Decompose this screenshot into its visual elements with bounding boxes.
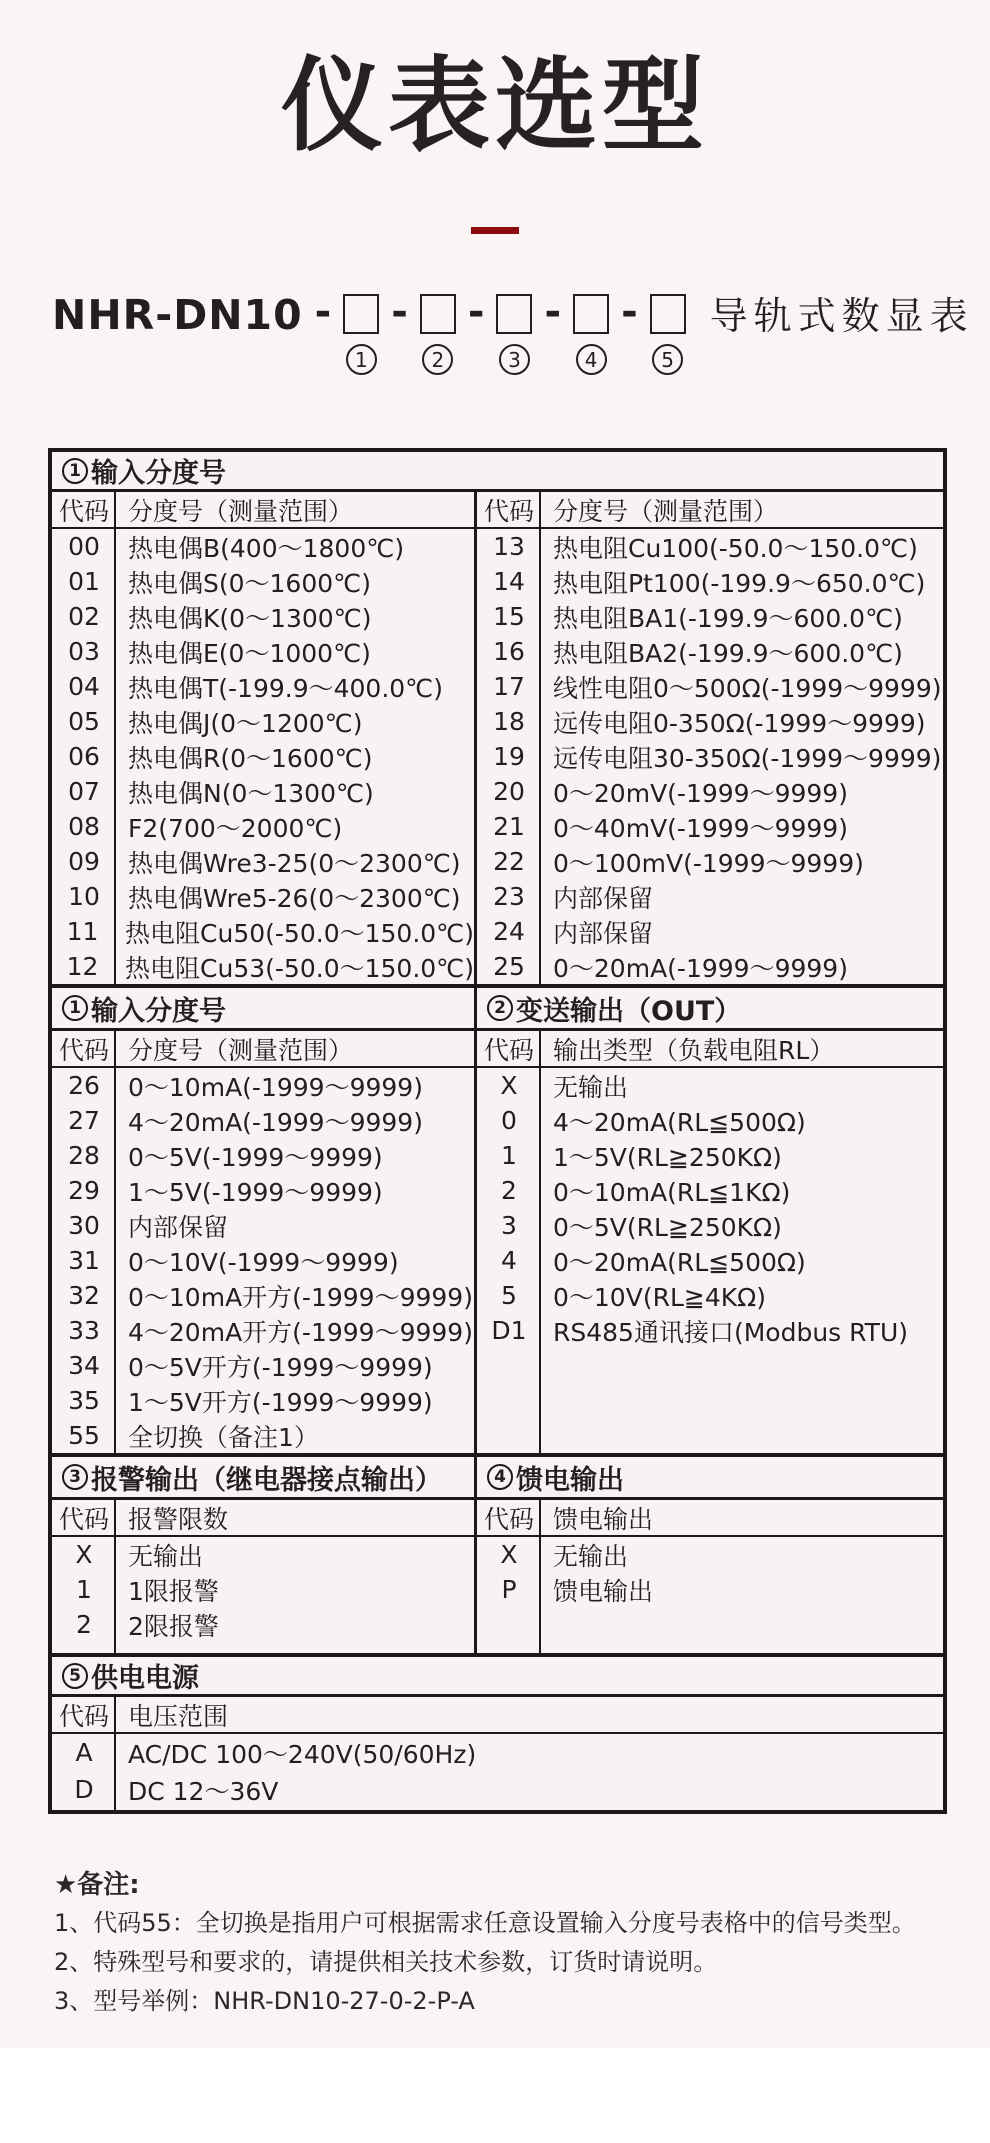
code-cell: 12 [66, 952, 99, 981]
table-row [477, 669, 943, 704]
desc-cell: 热电偶E(0～1000℃) [128, 638, 371, 668]
code-cell: 4 [501, 1246, 517, 1275]
code-cell: 24 [493, 917, 525, 946]
desc-cell: 热电阻BA1(-199.9～600.0℃) [553, 603, 903, 633]
code-cell: 09 [68, 847, 100, 876]
desc-cell: RS485通讯接口(Modbus RTU) [553, 1317, 909, 1347]
section-power-supply [52, 1653, 943, 1810]
column-header-row [52, 1697, 943, 1734]
table-row [52, 1771, 943, 1808]
note-item-2: 2、特殊型号和要求的，请提供相关技术参数，订货时请说明。 [54, 1948, 718, 1976]
table-row [477, 704, 943, 739]
desc-cell: 0～10mA(-1999～9999) [128, 1072, 423, 1102]
desc-cell: 热电偶K(0～1300℃) [128, 603, 372, 633]
code-cell: 18 [493, 707, 525, 736]
desc-cell: 热电偶R(0～1600℃) [128, 743, 373, 773]
table-row [52, 1313, 474, 1348]
code-cell: 26 [68, 1071, 100, 1100]
model-prefix: NHR-DN10 [52, 291, 303, 340]
accent-dash [471, 227, 519, 234]
desc-cell: 全切换（备注1） [128, 1422, 319, 1452]
table-row [52, 1383, 474, 1418]
desc-cell: 0～20mA(-1999～9999) [553, 953, 848, 983]
desc-cell: 0～100mV(-1999～9999) [553, 848, 864, 878]
dash-separator: - [544, 289, 562, 336]
code-cell: 07 [68, 777, 100, 806]
table-row [477, 949, 943, 984]
table-row [477, 634, 943, 669]
model-box-2 [420, 294, 456, 334]
table-row [52, 1208, 474, 1243]
code-cell: A [75, 1738, 93, 1767]
code-cell: 17 [493, 672, 525, 701]
table-half-right [477, 492, 943, 984]
table-row [477, 879, 943, 914]
desc-cell: 0～20mA(RL≦500Ω) [553, 1247, 806, 1277]
table-row [52, 879, 474, 914]
section-title: 供电电源 [91, 1663, 199, 1694]
desc-cell: 0～5V(-1999～9999) [128, 1142, 383, 1172]
code-cell: D [74, 1775, 94, 1804]
position-circle-2: 2 [422, 344, 453, 375]
desc-header-cell: 输出类型（负载电阻RL） [553, 1035, 835, 1065]
code-cell: 04 [68, 672, 100, 701]
column-header-row [52, 1031, 474, 1068]
dash-separator: - [467, 289, 485, 336]
table-row [52, 1173, 474, 1208]
code-cell: 03 [68, 637, 100, 666]
table-row [52, 1103, 474, 1138]
table-half-right [477, 1031, 943, 1453]
section-input-codes-a [52, 452, 943, 984]
desc-cell: 0～5V开方(-1999～9999) [128, 1352, 433, 1382]
desc-cell: 热电阻Cu50(-50.0～150.0℃) [125, 918, 474, 948]
section-title: 输入分度号 [91, 995, 226, 1027]
code-cell: 00 [68, 532, 100, 561]
table-row [477, 1313, 943, 1348]
code-cell: 20 [493, 777, 525, 806]
table-row [52, 1138, 474, 1173]
model-box-1 [343, 294, 379, 334]
column-header-row [477, 1031, 943, 1068]
model-box-4 [573, 294, 609, 334]
code-cell: 15 [493, 602, 525, 631]
section-input-codes-b-and-output [52, 984, 943, 1453]
desc-cell: 1限报警 [128, 1576, 219, 1606]
desc-cell: DC 12～36V [128, 1776, 279, 1806]
desc-cell: 无输出 [553, 1541, 629, 1571]
desc-cell: 0～5V(RL≧250KΩ) [553, 1212, 782, 1242]
code-cell: 02 [68, 602, 100, 631]
desc-cell: 热电偶Wre5-26(0～2300℃) [128, 883, 461, 913]
code-cell: 27 [68, 1106, 100, 1135]
section-title: 馈电输出 [516, 1464, 624, 1496]
desc-cell: 热电偶S(0～1600℃) [128, 568, 371, 598]
code-cell: 10 [68, 882, 100, 911]
section-title: 输入分度号 [91, 458, 226, 489]
desc-header-cell: 分度号（测量范围） [128, 1035, 354, 1065]
table-half-left [52, 1031, 477, 1453]
dash-separator: - [391, 289, 408, 336]
code-cell: 3 [501, 1211, 517, 1240]
code-cell: 1 [501, 1141, 517, 1170]
column-header-row [477, 492, 943, 529]
code-cell: D1 [491, 1316, 527, 1345]
desc-cell: 4～20mA开方(-1999～9999) [128, 1317, 473, 1347]
table-row [477, 1243, 943, 1278]
table-row [52, 1278, 474, 1313]
desc-cell: 1～5V开方(-1999～9999) [128, 1387, 433, 1417]
model-box-3 [496, 294, 532, 334]
code-header-cell: 代码 [483, 1504, 534, 1534]
column-header-row [52, 1500, 474, 1537]
desc-cell: 0～10V(RL≧4KΩ) [553, 1282, 766, 1312]
desc-cell: 2限报警 [128, 1611, 219, 1641]
circled-number: 5 [62, 1663, 88, 1689]
position-circle-3: 3 [499, 344, 530, 375]
desc-cell: 0～10mA开方(-1999～9999) [128, 1282, 473, 1312]
note-item-3: 3、型号举例：NHR-DN10-27-0-2-P-A [54, 1987, 475, 2015]
code-header-cell: 代码 [58, 1701, 109, 1731]
section-header [477, 1457, 943, 1497]
desc-cell: 馈电输出 [553, 1576, 654, 1606]
code-header-cell: 代码 [483, 496, 534, 526]
code-cell: 34 [68, 1351, 100, 1380]
desc-cell: 热电偶B(400～1800℃) [128, 533, 405, 563]
code-cell: 33 [68, 1316, 100, 1345]
table-row [52, 914, 474, 949]
model-slot-5 [650, 294, 686, 375]
desc-cell: 热电偶T(-199.9～400.0℃) [128, 673, 444, 703]
dash-separator: - [621, 289, 638, 336]
model-box-5 [650, 294, 686, 334]
position-circle-1: 1 [346, 344, 377, 375]
table-row [477, 599, 943, 634]
code-cell: 28 [68, 1141, 100, 1170]
desc-cell: 热电阻Pt100(-199.9～650.0℃) [553, 568, 926, 598]
code-cell: 1 [76, 1575, 92, 1604]
table-half-right [477, 1500, 943, 1653]
code-header-cell: 代码 [58, 496, 109, 526]
code-cell: 29 [68, 1176, 100, 1205]
code-cell: 05 [68, 707, 100, 736]
dash-separator: - [314, 289, 332, 336]
code-cell: 13 [493, 532, 525, 561]
code-cell: 14 [493, 567, 525, 596]
model-slot-3 [496, 294, 532, 375]
desc-cell: 热电偶Wre3-25(0～2300℃) [128, 848, 461, 878]
desc-cell: 热电偶J(0～1200℃) [128, 708, 363, 738]
code-cell: 06 [68, 742, 100, 771]
desc-cell: 热电阻Cu100(-50.0～150.0℃) [553, 533, 918, 563]
desc-cell: 1～5V(-1999～9999) [128, 1177, 383, 1207]
table-row [52, 739, 474, 774]
circled-number: 1 [62, 995, 88, 1021]
table-row [477, 809, 943, 844]
circled-number: 1 [62, 458, 88, 484]
desc-cell: AC/DC 100～240V(50/60Hz) [128, 1739, 477, 1769]
table-row [52, 1068, 474, 1103]
code-cell: X [75, 1540, 93, 1569]
code-cell: P [501, 1575, 517, 1604]
table-row [477, 1537, 943, 1572]
table-half-left [52, 492, 477, 984]
circled-number: 2 [487, 995, 513, 1021]
table-row [52, 704, 474, 739]
desc-cell: 远传电阻30-350Ω(-1999～9999) [553, 743, 942, 773]
code-cell: 5 [501, 1281, 517, 1310]
table-full-width [52, 1697, 943, 1810]
code-cell: 35 [68, 1386, 100, 1415]
table-row [52, 564, 474, 599]
section-header [52, 988, 477, 1028]
selection-table [48, 448, 947, 1814]
desc-cell: 内部保留 [553, 883, 654, 913]
code-cell: X [500, 1540, 518, 1569]
desc-header-cell: 分度号（测量范围） [128, 496, 354, 526]
table-row [477, 1103, 943, 1138]
desc-header-cell: 分度号（测量范围） [553, 496, 779, 526]
desc-cell: 0～10mA(RL≦1KΩ) [553, 1177, 791, 1207]
desc-cell: 4～20mA(-1999～9999) [128, 1107, 423, 1137]
table-row [52, 809, 474, 844]
code-cell: 2 [501, 1176, 517, 1205]
table-half-left [52, 1500, 477, 1653]
table-row [52, 634, 474, 669]
desc-header-cell: 电压范围 [128, 1701, 229, 1731]
code-cell: X [500, 1071, 518, 1100]
section-alarm-and-feed [52, 1453, 943, 1653]
table-row [52, 599, 474, 634]
code-cell: 16 [493, 637, 525, 666]
table-row [477, 564, 943, 599]
table-row [52, 1607, 474, 1642]
table-row [52, 1537, 474, 1572]
position-circle-4: 4 [576, 344, 607, 375]
table-row [52, 1348, 474, 1383]
code-header-cell: 代码 [483, 1035, 534, 1065]
table-row [52, 1572, 474, 1607]
column-header-row [477, 1500, 943, 1537]
table-row [477, 1173, 943, 1208]
table-row [477, 1278, 943, 1313]
table-row [52, 844, 474, 879]
position-circle-5: 5 [652, 344, 683, 375]
section-title: 变送输出（OUT） [516, 995, 742, 1027]
circled-number: 3 [62, 1464, 88, 1490]
desc-cell: 0～20mV(-1999～9999) [553, 778, 848, 808]
section-header [52, 1457, 477, 1497]
table-row [477, 1068, 943, 1103]
desc-cell: 热电阻BA2(-199.9～600.0℃) [553, 638, 903, 668]
table-row [52, 1418, 474, 1453]
desc-header-cell: 馈电输出 [553, 1504, 654, 1534]
model-suffix: 导轨式数显表 [709, 294, 974, 339]
code-cell: 22 [493, 847, 525, 876]
code-cell: 30 [68, 1211, 100, 1240]
section-header [477, 988, 943, 1028]
table-row [477, 529, 943, 564]
code-header-cell: 代码 [58, 1504, 109, 1534]
note-item-1: 1、代码55：全切换是指用户可根据需求任意设置输入分度号表格中的信号类型。 [54, 1909, 916, 1937]
table-row [477, 1138, 943, 1173]
code-cell: 31 [68, 1246, 100, 1275]
section-header [52, 452, 943, 492]
table-row [477, 739, 943, 774]
table-row [52, 774, 474, 809]
model-slot-4 [573, 294, 609, 375]
code-cell: 55 [68, 1421, 100, 1450]
code-cell: 01 [68, 567, 100, 596]
code-header-cell: 代码 [58, 1035, 109, 1065]
desc-cell: 1～5V(RL≧250KΩ) [553, 1142, 782, 1172]
table-row [52, 529, 474, 564]
desc-cell: 0～10V(-1999～9999) [128, 1247, 399, 1277]
table-row [477, 1572, 943, 1607]
desc-cell: 热电偶N(0～1300℃) [128, 778, 374, 808]
table-row [52, 1243, 474, 1278]
section-title: 报警输出（继电器接点输出） [91, 1464, 442, 1496]
code-cell: 25 [493, 952, 525, 981]
code-cell: 2 [76, 1610, 92, 1639]
desc-cell: 线性电阻0～500Ω(-1999～9999) [553, 673, 942, 703]
code-cell: 08 [68, 812, 100, 841]
model-slot-1 [343, 294, 379, 375]
desc-cell: 无输出 [128, 1541, 204, 1571]
desc-cell: 热电阻Cu53(-50.0～150.0℃) [125, 953, 474, 983]
desc-header-cell: 报警限数 [128, 1504, 229, 1534]
desc-cell: 内部保留 [553, 918, 654, 948]
table-row [477, 1208, 943, 1243]
code-cell: 0 [501, 1106, 517, 1135]
desc-cell: 0～40mV(-1999～9999) [553, 813, 848, 843]
model-number-diagram [52, 289, 990, 375]
remarks-block [54, 1866, 954, 2021]
circled-number: 4 [487, 1464, 513, 1490]
table-row [477, 774, 943, 809]
desc-cell: 4～20mA(RL≦500Ω) [553, 1107, 806, 1137]
table-row [52, 949, 474, 984]
page-title: 仪表选型 [281, 47, 709, 166]
desc-cell: F2(700～2000℃) [128, 813, 343, 843]
column-header-row [52, 492, 474, 529]
table-row [52, 1734, 943, 1771]
table-row [52, 669, 474, 704]
code-cell: 19 [493, 742, 525, 771]
code-cell: 21 [493, 812, 525, 841]
section-header [52, 1657, 943, 1697]
table-row [477, 844, 943, 879]
desc-cell: 无输出 [553, 1072, 629, 1102]
desc-cell: 内部保留 [128, 1212, 229, 1242]
desc-cell: 远传电阻0-350Ω(-1999～9999) [553, 708, 926, 738]
table-row [477, 914, 943, 949]
code-cell: 11 [66, 917, 99, 946]
bottom-white-strip [0, 2048, 990, 2143]
model-slot-2 [420, 294, 456, 375]
remarks-title: ★备注: [54, 1870, 140, 1900]
code-cell: 23 [493, 882, 525, 911]
code-cell: 32 [68, 1281, 100, 1310]
